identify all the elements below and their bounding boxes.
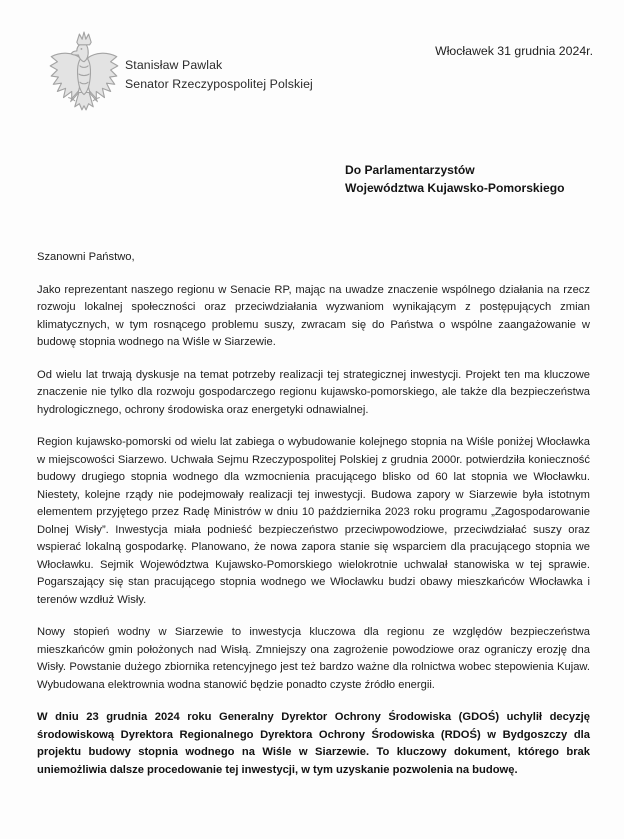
body-paragraph-2: Od wielu lat trwają dyskusje na temat potrzeby realizacji tej strategicznej inwestycji. Projekt ten ma kluczowe znaczenie nie tylko dla rozwoju gospodarczego regionu kujawsko-pomorskiego, ale także dla bezpieczeństwa hydrologicznego, ochrony środowiska oraz energetyki odnawialnej. xyxy=(37,368,590,416)
addressee-block xyxy=(345,162,565,197)
letter-body xyxy=(37,249,590,794)
body-paragraph-3: Region kujawsko-pomorski od wielu lat zabiega o wybudowanie kolejnego stopnia na Wiśle poniżej Włocławka w miejscowości Siarzewo. Uchwała Sejmu Rzeczypospolitej Polskiej z grudnia 2000r. potwierdziła konieczność budowy drugiego stopnia wodnego dla wzmocnienia pracującego blisko od 60 lat stopnia we Włocławku. Niestety, kolejne rządy nie podejmowały realizacji tej inwestycji. Budowa zapory w Siarzewie była istotnym elementem przyjętego przez Radę Ministrów w dniu 10 października 2023 roku programu „Zagospodarowanie Dolnej Wisły”. Inwestycja miała podnieść bezpieczeństwo przeciwpowodziowe, przeciwdziałać suszy oraz wspierać lokalną gospodarkę. Planowano, że nowa zapora stanie się wsparciem dla pracującego stopnia we Włocławku. Sejmik Województwa Kujawsko-Pomorskiego wielokrotnie uchwalał stanowiska w tej sprawie. Pogarszający się stan pracującego stopnia wodnego we Włocławku budzi obawy mieszkańców Włocławka i terenów wzdłuż Wisły. xyxy=(37,436,590,606)
body-paragraph-4: Nowy stopień wodny w Siarzewie to inwestycja kluczowa dla regionu ze względów bezpieczeństwa mieszkańców gmin położonych nad Wisłą. Zmniejszy ona zagrożenie powodziowe oraz ograniczy erozję dna Wisły. Powstanie dużego zbiornika retencyjnego jest też bardzo ważne dla rolnictwa wobec stepowienia Kujaw. Wybudowana elektrownia wodna stanowić będzie ponadto czyste źródło energii. xyxy=(37,626,590,691)
salutation: Szanowni Państwo, xyxy=(37,251,135,263)
polish-eagle-icon xyxy=(48,31,120,115)
dateline: Włocławek 31 grudnia 2024r. xyxy=(435,44,593,58)
sender-block xyxy=(125,56,313,94)
addressee-line-2: Województwa Kujawsko-Pomorskiego xyxy=(345,180,565,195)
body-paragraph-1: Jako reprezentant naszego regionu w Senacie RP, mając na uwadze znaczenie wspólnego działania na rzecz rozwoju lokalnej społeczności oraz przeciwdziałania wyzwaniom wynikającym z postępujących zmian klimatycznych, w tym rosnącego problemu suszy, zwracam się do Państwa o wspólne zaangażowanie w budowę stopnia wodnego na Wiśle w Siarzewie. xyxy=(37,283,590,348)
polish-eagle-emblem xyxy=(48,31,120,115)
sender-title: Senator Rzeczypospolitej Polskiej xyxy=(125,77,313,91)
body-paragraph-emphasis: W dniu 23 grudnia 2024 roku Generalny Dyrektor Ochrony Środowiska (GDOŚ) uchylił decyzję środowiskową Dyrektora Regionalnego Dyrektora Ochrony Środowiska (RDOŚ) w Bydgoszczy dla projektu budowy stopnia wodnego na Wiśle w Siarzewie. To kluczowy dokument, którego brak uniemożliwia dalsze procedowanie tej inwestycji, w tym uzyskanie pozwolenia na budowę. xyxy=(37,711,590,776)
sender-name: Stanisław Pawlak xyxy=(125,58,223,72)
addressee-line-1: Do Parlamentarzystów xyxy=(345,163,475,177)
